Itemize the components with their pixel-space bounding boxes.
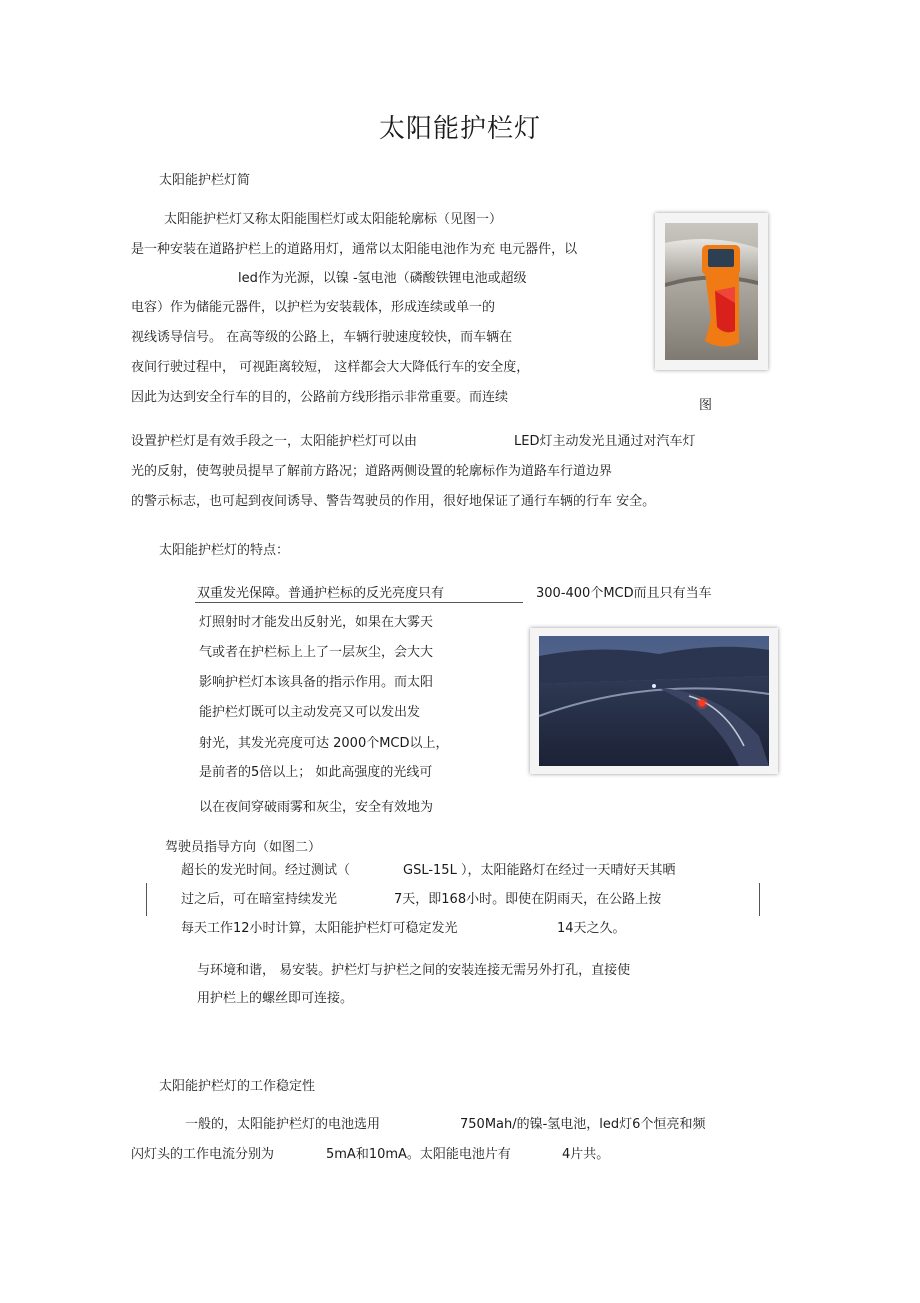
feature-2-line-2a: 过之后，可在暗室持续发光 bbox=[181, 892, 338, 907]
intro-line-5: 视线诱导信号。 在高等级的公路上，车辆行驶速度较快，而车辆在 bbox=[131, 330, 513, 345]
stability-line-2c: 4片共。 bbox=[562, 1147, 610, 1162]
intro-cont-line-3: 的警示标志，也可起到夜间诱导、警告驾驶员的作用，很好地保证了通行车辆的行车 安全。 bbox=[131, 494, 656, 509]
feature-1-line-3: 气或者在护栏标上上了一层灰尘，会大大 bbox=[199, 645, 434, 660]
feature-1-line-1-left: 双重发光保障。普通护栏标的反光亮度只有 bbox=[197, 586, 445, 601]
feature-2-line-3a: 每天工作12小时计算，太阳能护栏灯可稳定发光 bbox=[181, 921, 458, 936]
figure-2-image bbox=[530, 628, 778, 774]
stability-line-2a: 闪灯头的工作电流分别为 bbox=[131, 1147, 275, 1162]
feature-1-line-7: 是前者的5倍以上； 如此高强度的光线可 bbox=[199, 765, 433, 780]
feature-2-line-1a: 超长的发光时间。经过测试（ bbox=[181, 863, 351, 878]
night-road-illustration bbox=[539, 636, 769, 766]
feature-1-line-9: 驾驶员指导方向（如图二） bbox=[165, 840, 322, 855]
feature-1-line-1-right: 300-400个MCD而且只有当车 bbox=[536, 586, 712, 601]
intro-cont-line-2: 光的反射，使驾驶员提早了解前方路况；道路两侧设置的轮廓标作为道路车行道边界 bbox=[131, 464, 613, 479]
feature-2-line-1b: GSL-15L ），太阳能路灯在经过一天晴好天其晒 bbox=[403, 863, 676, 878]
feature-1-line-6: 射光，其发光亮度可达 2000个MCD以上， bbox=[199, 736, 449, 751]
intro-heading: 太阳能护栏灯简 bbox=[159, 173, 251, 188]
intro-line-4: 电容）作为储能元器件，以护栏为安装载体，形成连续或单一的 bbox=[131, 300, 496, 315]
intro-line-6: 夜间行驶过程中， 可视距离较短， 这样都会大大降低行车的安全度， bbox=[131, 360, 530, 375]
feature-1-line-2: 灯照射时才能发出反射光，如果在大雾天 bbox=[199, 615, 434, 630]
feature-1-line-8: 以在夜间穿破雨雾和灰尘，安全有效地为 bbox=[199, 800, 434, 815]
intro-line-2: 是一种安装在道路护栏上的道路用灯，通常以太阳能电池作为充 电元器件，以 bbox=[131, 242, 578, 257]
intro-cont-line-1b: LED灯主动发光且通过对汽车灯 bbox=[514, 434, 696, 449]
guardrail-light-illustration bbox=[665, 223, 758, 360]
page-title: 太阳能护栏灯 bbox=[378, 114, 541, 144]
features-heading: 太阳能护栏灯的特点： bbox=[159, 543, 290, 558]
intro-cont-line-1a: 设置护栏灯是有效手段之一，太阳能护栏灯可以由 bbox=[131, 434, 418, 449]
stability-line-1a: 一般的，太阳能护栏灯的电池选用 bbox=[185, 1117, 381, 1132]
feature-2-line-3b: 14天之久。 bbox=[557, 921, 626, 936]
feature-1-line-4: 影响护栏灯本该具备的指示作用。而太阳 bbox=[199, 675, 434, 690]
figure-1-caption: 图 bbox=[699, 398, 713, 413]
feature-2-right-bar bbox=[759, 883, 760, 916]
stability-line-1b: 750Mah/的镍-氢电池，led灯6个恒亮和频 bbox=[460, 1117, 706, 1132]
intro-line-3: led作为光源，以镍 -氢电池（磷酸铁锂电池或超级 bbox=[238, 271, 527, 286]
feature-3-line-2: 用护栏上的螺丝即可连接。 bbox=[197, 991, 354, 1006]
intro-line-1: 太阳能护栏灯又称太阳能围栏灯或太阳能轮廓标（见图一） bbox=[164, 212, 503, 227]
feature-3-line-1: 与环境和谐， 易安装。护栏灯与护栏之间的安装连接无需另外打孔，直接使 bbox=[197, 963, 631, 978]
feature-1-line-5: 能护栏灯既可以主动发亮又可以发出发 bbox=[199, 705, 421, 720]
intro-line-7: 因此为达到安全行车的目的，公路前方线形指示非常重要。而连续 bbox=[131, 390, 509, 405]
feature-2-line-2b: 7天，即168小时。即使在阴雨天，在公路上按 bbox=[394, 892, 662, 907]
feature-2-left-bar bbox=[146, 883, 147, 916]
stability-heading: 太阳能护栏灯的工作稳定性 bbox=[159, 1079, 316, 1094]
feature-1-underline bbox=[195, 602, 523, 603]
figure-1-image bbox=[655, 213, 768, 370]
stability-line-2b: 5mA和10mA。太阳能电池片有 bbox=[326, 1147, 511, 1162]
